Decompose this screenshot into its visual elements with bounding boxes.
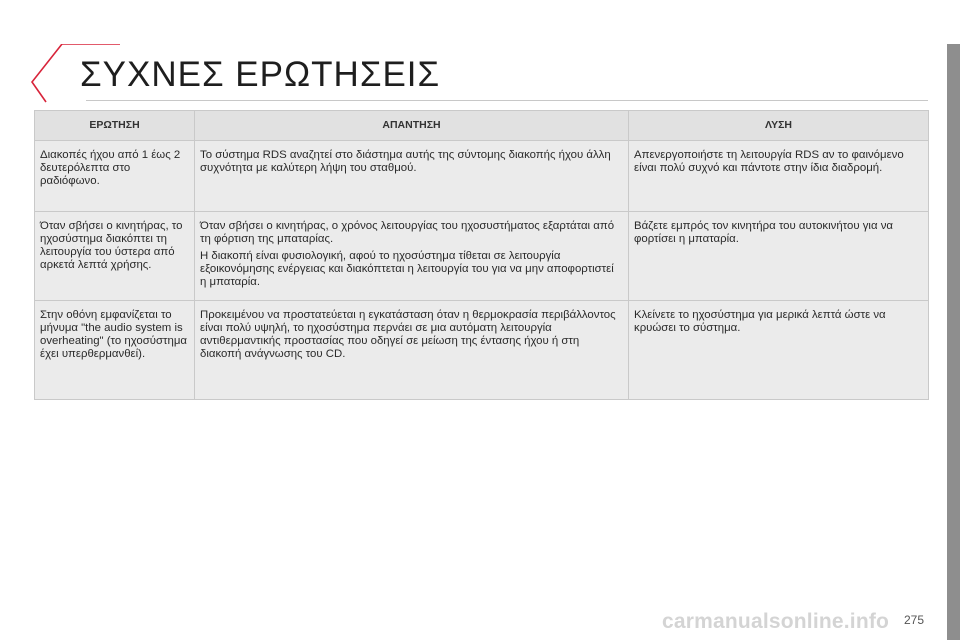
table-row xyxy=(35,211,929,301)
title-underline xyxy=(86,100,928,101)
answer-paragraph: Όταν σβήσει ο κινητήρας, ο χρόνος λειτουργίας του ηχοσυστήματος εξαρτάται από τη φόρτιση της μπαταρίας. xyxy=(200,219,615,245)
column-header-answer: ΑΠΑΝΤΗΣΗ xyxy=(195,111,629,141)
question-cell: Όταν σβήσει ο κινητήρας, το ηχοσύστημα διακόπτει τη λειτουργία του ύστερα από αρκετά λεπτά χρήσης. xyxy=(35,211,195,301)
watermark: carmanualsonline.info xyxy=(662,610,890,633)
page-edge-bar xyxy=(947,44,960,640)
page-number: 275 xyxy=(904,613,925,627)
faq-table xyxy=(34,110,929,400)
answer-cell xyxy=(195,211,629,301)
answer-paragraph: Το σύστημα RDS αναζητεί στο διάστημα αυτής της σύντομης διακοπής ήχου άλλη συχνότητα με καλύτερη λήψη του σταθμού. xyxy=(200,148,611,174)
column-header-question: ΕΡΩΤΗΣΗ xyxy=(35,111,195,141)
solution-cell: Κλείνετε το ηχοσύστημα για μερικά λεπτά ώστε να κρυώσει το σύστημα. xyxy=(629,301,929,400)
answer-paragraph: Προκειμένου να προστατεύεται η εγκατάσταση όταν η θερμοκρασία περιβάλλοντος είναι πολύ υψηλή, το ηχοσύστημα περνάει σε μια αυτόματη λειτουργία αντιθερμαντικής προστασίας που οδηγεί σε μείωση της έντασης ήχου ή στη διακοπή ανάγνωσης του CD. xyxy=(200,309,616,361)
answer-cell xyxy=(195,140,629,211)
solution-cell: Βάζετε εμπρός τον κινητήρα του αυτοκινήτου για να φορτίσει η μπαταρία. xyxy=(629,211,929,301)
question-cell: Διακοπές ήχου από 1 έως 2 δευτερόλεπτα στο ραδιόφωνο. xyxy=(35,140,195,211)
solution-cell: Απενεργοποιήστε τη λειτουργία RDS αν το φαινόμενο είναι πολύ συχνό και πάντοτε στην ίδια διαδρομή. xyxy=(629,140,929,211)
answer-cell xyxy=(195,301,629,400)
page-title: ΣΥΧΝΕΣ ΕΡΩΤΗΣΕΙΣ xyxy=(80,55,441,94)
answer-paragraph: Η διακοπή είναι φυσιολογική, αφού το ηχοσύστημα τίθεται σε λειτουργία εξοικονόμησης ενέργειας και διακόπτεται η λειτουργία του για να μην αποφορτιστεί η μπαταρία. xyxy=(200,249,614,288)
question-cell: Στην οθόνη εμφανίζεται το μήνυμα "the audio system is overheating" (το ηχοσύστημα έχει υπερθερμανθεί). xyxy=(35,301,195,400)
column-header-solution: ΛΥΣΗ xyxy=(629,111,929,141)
table-row xyxy=(35,301,929,400)
table-header-row xyxy=(35,111,929,141)
table-row xyxy=(35,140,929,211)
